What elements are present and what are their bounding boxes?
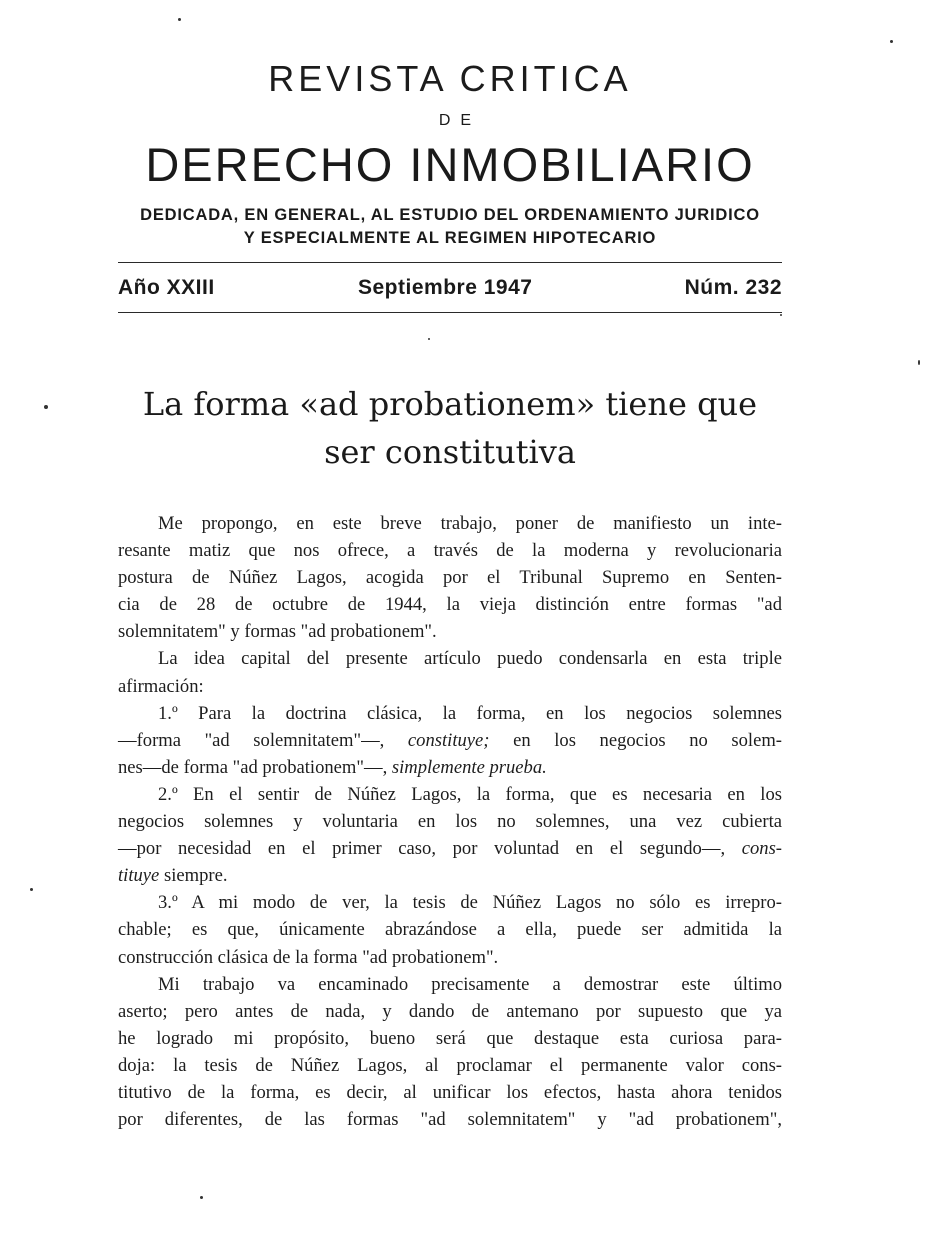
emphasis: tituye: [118, 865, 160, 887]
article-body: [118, 510, 782, 1133]
journal-subtitle-line-2: Y ESPECIALMENTE AL REGIMEN HIPOTECARIO: [243, 229, 657, 247]
emphasis: simplemente prueba.: [391, 756, 547, 778]
text-line: construcción clásica de la forma "ad probationem".: [118, 946, 499, 968]
issue-year: Año XXIII: [118, 276, 215, 299]
text-line: 2.º En el sentir de Núñez Lagos, la forma, que es necesaria en los: [158, 783, 782, 805]
text-span: —por necesidad en el primer caso, por voluntad en el segundo—,: [118, 838, 742, 860]
text-span: siempre.: [159, 865, 228, 887]
text-line: solemnitatem" y formas "ad probationem".: [118, 621, 437, 643]
text-line: negocios solemnes y voluntaria en los no solemnes, una vez cubierta: [118, 811, 782, 833]
text-line: cia de 28 de octubre de 1944, la vieja distinción entre formas "ad: [118, 594, 782, 616]
text-line: Mi trabajo va encaminado precisamente a demostrar este último: [158, 973, 782, 995]
text-line: La idea capital del presente artículo puedo condensarla en esta triple: [158, 648, 782, 670]
text-line: [118, 835, 782, 862]
journal-title-connector: DE: [438, 112, 482, 129]
issue-number: Núm. 232: [684, 276, 782, 299]
journal-title: REVISTA CRITICA: [268, 58, 632, 99]
text-line: por diferentes, de las formas "ad solemnitatem" y "ad probationem",: [118, 1109, 782, 1131]
scan-speck: [918, 360, 920, 365]
header-rule-top: [118, 262, 782, 263]
scan-speck: [200, 1196, 203, 1199]
scan-speck: [178, 18, 181, 21]
header-rule-bottom: [118, 312, 782, 313]
journal-subtitle-line-1: DEDICADA, EN GENERAL, AL ESTUDIO DEL ORDENAMIENTO JURIDICO: [140, 206, 760, 224]
text-line: 3.º A mi modo de ver, la tesis de Núñez Lagos no sólo es irrepro-: [158, 892, 782, 914]
text-line: doja: la tesis de Núñez Lagos, al proclamar el permanente valor cons-: [118, 1054, 782, 1076]
scan-speck: [30, 888, 33, 891]
text-line: chable; es que, únicamente abrazándose a ella, puede ser admitida la: [118, 919, 782, 941]
text-line: titutivo de la forma, es decir, al unificar los efectos, hasta ahora tenidos: [118, 1081, 782, 1103]
emphasis: cons-: [741, 838, 782, 860]
article-title: [100, 380, 800, 476]
text-line: Me propongo, en este breve trabajo, poner de manifiesto un inte-: [158, 513, 782, 534]
text-line: aserto; pero antes de nada, y dando de antemano por supuesto que ya: [118, 1000, 782, 1022]
text-span: —forma "ad solemnitatem"—,: [118, 729, 408, 751]
text-line: he logrado mi propósito, bueno será que destaque esta curiosa para-: [118, 1027, 782, 1049]
article-title-line-2: ser constitutiva: [324, 433, 576, 471]
journal-main-title: DERECHO INMOBILIARIO: [145, 138, 755, 191]
text-span: nes—de forma "ad probationem"—,: [118, 756, 392, 778]
text-line: [118, 862, 782, 889]
text-span: en los negocios no solem-: [489, 729, 782, 751]
scan-speck: [780, 314, 782, 316]
text-line: [118, 754, 782, 781]
text-line: [118, 727, 782, 754]
article-title-line-1: La forma «ad probationem» tiene que: [142, 385, 758, 423]
emphasis: constituye;: [407, 729, 490, 751]
text-line: afirmación:: [118, 675, 204, 697]
journal-subtitle: [118, 204, 782, 250]
text-line: resante matiz que nos ofrece, a través de la moderna y revolucionaria: [118, 540, 782, 562]
text-line: 1.º Para la doctrina clásica, la forma, en los negocios solemnes: [158, 702, 782, 724]
text-line: postura de Núñez Lagos, acogida por el Tribunal Supremo en Senten-: [118, 567, 782, 589]
scan-speck: [44, 405, 48, 409]
scan-speck: [890, 40, 893, 43]
issue-date: Septiembre 1947: [358, 276, 533, 299]
scan-speck: [428, 338, 430, 340]
